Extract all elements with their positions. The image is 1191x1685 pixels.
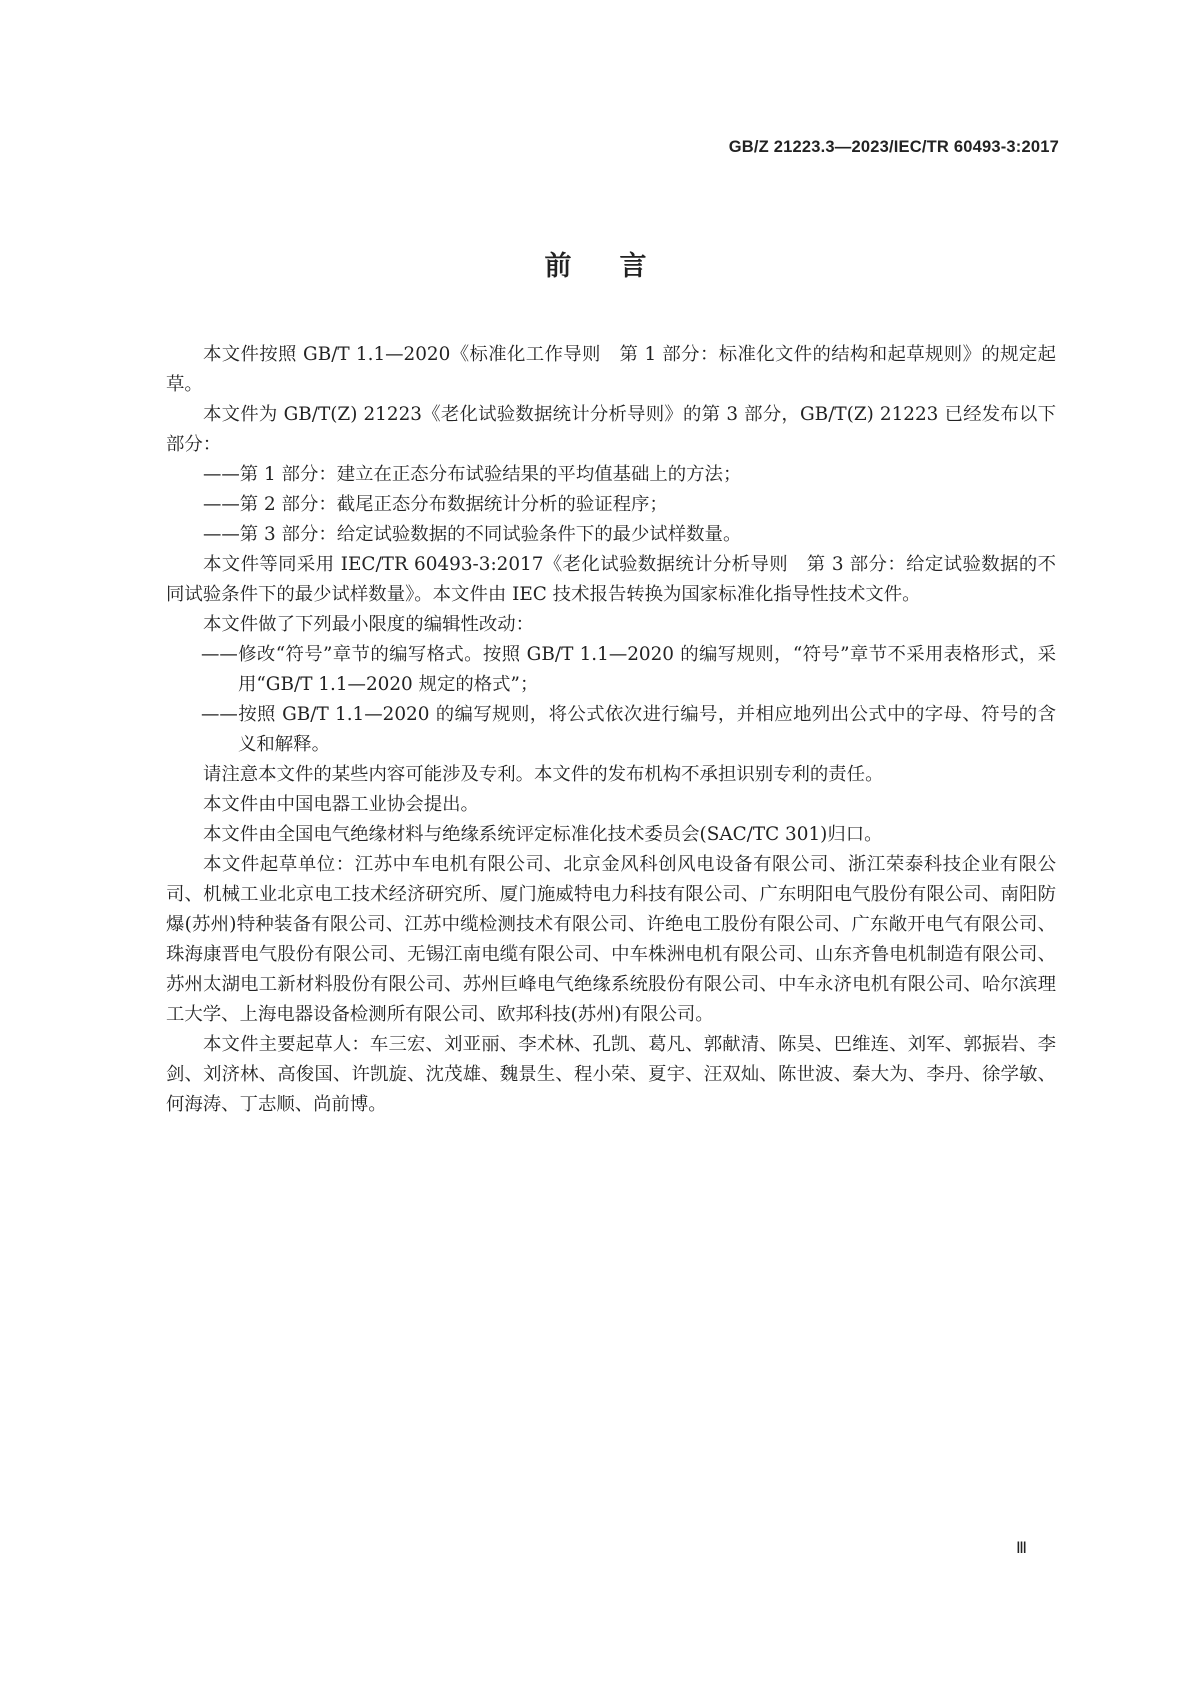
- paragraph-series-intro: 本文件为 GB/T(Z) 21223《老化试验数据统计分析导则》的第 3 部分，GB/T(Z) 21223 已经发布以下部分：: [166, 404, 1056, 455]
- list-item-part-1: ——第 1 部分：建立在正态分布试验结果的平均值基础上的方法；: [203, 464, 742, 485]
- paragraph-patent-notice: 请注意本文件的某些内容可能涉及专利。本文件的发布机构不承担识别专利的责任。: [203, 764, 884, 785]
- paragraph-drafting-rules: 本文件按照 GB/T 1.1—2020《标准化工作导则 第 1 部分：标准化文件的结构和起草规则》的规定起草。: [166, 344, 1056, 395]
- foreword-body: [166, 340, 1056, 1120]
- list-item-part-2: ——第 2 部分：截尾正态分布数据统计分析的验证程序；: [203, 494, 668, 515]
- paragraph-adoption: 本文件等同采用 IEC/TR 60493-3:2017《老化试验数据统计分析导则 第 3 部分：给定试验数据的不同试验条件下的最少试样数量》。本文件由 IEC 技术报告转换为国家标准化指导性技术文件。: [166, 554, 1056, 605]
- paragraph-committee: 本文件由全国电气绝缘材料与绝缘系统评定标准化技术委员会(SAC/TC 301)归口。: [203, 824, 883, 845]
- standard-code: GB/Z 21223.3—2023/IEC/TR 60493-3:2017: [728, 138, 1059, 156]
- paragraph-drafters: 本文件主要起草人：车三宏、刘亚丽、李术林、孔凯、葛凡、郭献清、陈昊、巴维连、刘军、郭振岩、李剑、刘济林、高俊国、许凯旋、沈茂雄、魏景生、程小荣、夏宇、汪双灿、陈世波、秦大为、李丹、徐学敏、何海涛、丁志顺、尚前博。: [166, 1034, 1056, 1115]
- paragraph-proposer: 本文件由中国电器工业协会提出。: [203, 794, 479, 815]
- list-item-change-symbols: ——修改“符号”章节的编写格式。按照 GB/T 1.1—2020 的编写规则，“符号”章节不采用表格形式，采用“GB/T 1.1—2020 规定的格式”；: [201, 644, 1056, 695]
- page-title: 前言: [544, 251, 695, 282]
- page-number: Ⅲ: [1016, 1540, 1028, 1557]
- list-item-part-3: ——第 3 部分：给定试验数据的不同试验条件下的最少试样数量。: [203, 524, 742, 545]
- paragraph-drafting-units: 本文件起草单位：江苏中车电机有限公司、北京金风科创风电设备有限公司、浙江荣泰科技企业有限公司、机械工业北京电工技术经济研究所、厦门施威特电力科技有限公司、广东明阳电气股份有限公司、南阳防爆(苏州)特种装备有限公司、江苏中缆检测技术有限公司、许绝电工股份有限公司、广东敞开电气有限公司、珠海康晋电气股份有限公司、无锡江南电缆有限公司、中车株洲电机有限公司、山东齐鲁电机制造有限公司、苏州太湖电工新材料股份有限公司、苏州巨峰电气绝缘系统股份有限公司、中车永济电机有限公司、哈尔滨理工大学、上海电器设备检测所有限公司、欧邦科技(苏州)有限公司。: [166, 854, 1056, 1025]
- paragraph-editorial-changes: 本文件做了下列最小限度的编辑性改动：: [203, 614, 535, 635]
- list-item-change-formulas: ——按照 GB/T 1.1—2020 的编写规则，将公式依次进行编号，并相应地列出公式中的字母、符号的含义和解释。: [201, 704, 1056, 755]
